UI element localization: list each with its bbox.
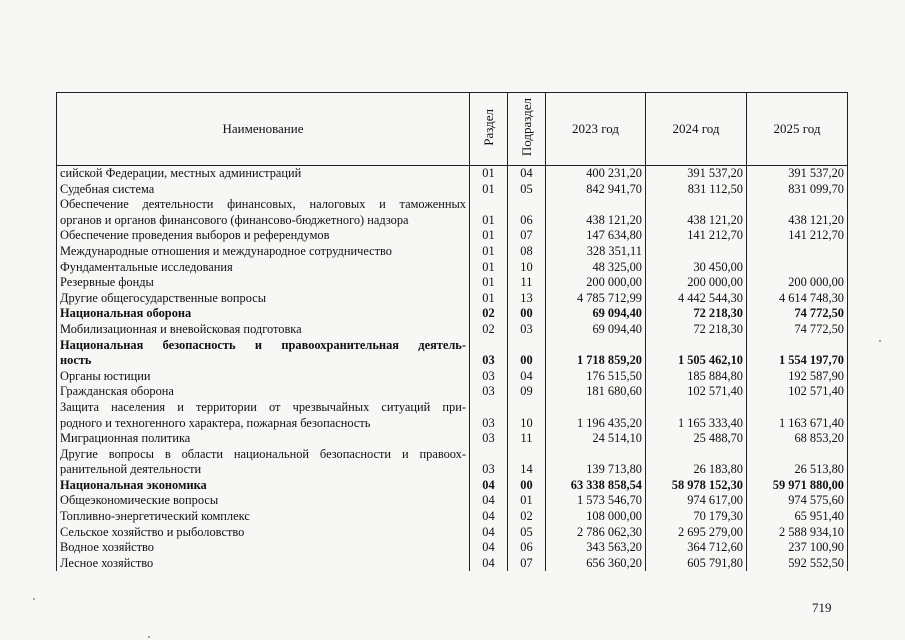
cell-subsection: 09 bbox=[508, 384, 546, 400]
cell-2024: 26 183,80 bbox=[646, 462, 747, 478]
cell-subsection: 04 bbox=[508, 369, 546, 385]
page-number: 719 bbox=[812, 600, 832, 615]
cell-name: Национальная безопасность и правоохранительная деятель- bbox=[57, 338, 470, 354]
cell-2023: 139 713,80 bbox=[546, 462, 646, 478]
cell-section: 03 bbox=[470, 353, 508, 369]
cell-name: ранительной деятельности bbox=[57, 462, 470, 478]
cell-section: 04 bbox=[470, 509, 508, 525]
cell-name: Фундаментальные исследования bbox=[57, 260, 470, 276]
cell-2024 bbox=[646, 447, 747, 463]
table-row bbox=[57, 416, 848, 432]
cell-2024: 438 121,20 bbox=[646, 213, 747, 229]
table-row bbox=[57, 384, 848, 400]
cell-name: Другие общегосударственные вопросы bbox=[57, 291, 470, 307]
cell-2023: 24 514,10 bbox=[546, 431, 646, 447]
cell-section: 01 bbox=[470, 182, 508, 198]
cell-name: Национальная оборона bbox=[57, 306, 470, 322]
cell-section: 01 bbox=[470, 228, 508, 244]
table-row bbox=[57, 291, 848, 307]
cell-2023: 1 196 435,20 bbox=[546, 416, 646, 432]
cell-section: 03 bbox=[470, 384, 508, 400]
cell-2024 bbox=[646, 197, 747, 213]
cell-subsection: 01 bbox=[508, 493, 546, 509]
cell-section bbox=[470, 447, 508, 463]
cell-subsection: 10 bbox=[508, 260, 546, 276]
cell-name: Международные отношения и международное сотрудничество bbox=[57, 244, 470, 260]
cell-2023: 1 718 859,20 bbox=[546, 353, 646, 369]
cell-2025 bbox=[747, 260, 848, 276]
cell-2025: 68 853,20 bbox=[747, 431, 848, 447]
cell-section: 03 bbox=[470, 416, 508, 432]
table-row bbox=[57, 306, 848, 322]
cell-section: 02 bbox=[470, 306, 508, 322]
cell-section bbox=[470, 338, 508, 354]
cell-subsection: 05 bbox=[508, 182, 546, 198]
cell-2024: 391 537,20 bbox=[646, 166, 747, 182]
header-2025: 2025 год bbox=[747, 93, 848, 166]
cell-subsection: 06 bbox=[508, 540, 546, 556]
budget-table bbox=[56, 92, 848, 571]
cell-2023: 400 231,20 bbox=[546, 166, 646, 182]
cell-2024: 200 000,00 bbox=[646, 275, 747, 291]
cell-2025: 237 100,90 bbox=[747, 540, 848, 556]
header-subsection-label: Подраздел bbox=[518, 98, 534, 157]
cell-2023: 4 785 712,99 bbox=[546, 291, 646, 307]
cell-2023 bbox=[546, 197, 646, 213]
cell-subsection: 13 bbox=[508, 291, 546, 307]
cell-section bbox=[470, 197, 508, 213]
cell-2024: 974 617,00 bbox=[646, 493, 747, 509]
header-name: Наименование bbox=[57, 93, 470, 166]
cell-subsection: 07 bbox=[508, 556, 546, 572]
cell-2023: 108 000,00 bbox=[546, 509, 646, 525]
cell-name: сийской Федерации, местных администраций bbox=[57, 166, 470, 182]
cell-subsection: 11 bbox=[508, 431, 546, 447]
cell-section: 01 bbox=[470, 166, 508, 182]
cell-2025: 59 971 880,00 bbox=[747, 478, 848, 494]
cell-2025: 26 513,80 bbox=[747, 462, 848, 478]
cell-subsection: 05 bbox=[508, 525, 546, 541]
cell-2025 bbox=[747, 447, 848, 463]
cell-section: 03 bbox=[470, 431, 508, 447]
cell-subsection: 11 bbox=[508, 275, 546, 291]
cell-2023: 842 941,70 bbox=[546, 182, 646, 198]
table-row bbox=[57, 213, 848, 229]
cell-section: 01 bbox=[470, 291, 508, 307]
table-row bbox=[57, 275, 848, 291]
cell-section: 04 bbox=[470, 556, 508, 572]
header-section-label: Раздел bbox=[480, 108, 496, 146]
cell-2024: 4 442 544,30 bbox=[646, 291, 747, 307]
cell-2024: 72 218,30 bbox=[646, 322, 747, 338]
cell-2025: 592 552,50 bbox=[747, 556, 848, 572]
cell-2023: 328 351,11 bbox=[546, 244, 646, 260]
table-row bbox=[57, 431, 848, 447]
table-row bbox=[57, 556, 848, 572]
cell-2025: 2 588 934,10 bbox=[747, 525, 848, 541]
cell-name: Водное хозяйство bbox=[57, 540, 470, 556]
table-body bbox=[57, 166, 848, 572]
cell-2025 bbox=[747, 244, 848, 260]
cell-subsection: 10 bbox=[508, 416, 546, 432]
cell-subsection bbox=[508, 338, 546, 354]
cell-section: 03 bbox=[470, 369, 508, 385]
table-row bbox=[57, 338, 848, 354]
header-2023: 2023 год bbox=[546, 93, 646, 166]
cell-subsection bbox=[508, 400, 546, 416]
cell-section: 01 bbox=[470, 260, 508, 276]
cell-name: Судебная система bbox=[57, 182, 470, 198]
cell-2023: 438 121,20 bbox=[546, 213, 646, 229]
cell-2024 bbox=[646, 338, 747, 354]
table-row bbox=[57, 525, 848, 541]
cell-2024: 102 571,40 bbox=[646, 384, 747, 400]
cell-2025: 1 163 671,40 bbox=[747, 416, 848, 432]
cell-name: Органы юстиции bbox=[57, 369, 470, 385]
cell-2025: 438 121,20 bbox=[747, 213, 848, 229]
cell-2025: 1 554 197,70 bbox=[747, 353, 848, 369]
cell-name: Миграционная политика bbox=[57, 431, 470, 447]
cell-name: Мобилизационная и вневойсковая подготовка bbox=[57, 322, 470, 338]
cell-2024: 831 112,50 bbox=[646, 182, 747, 198]
cell-subsection bbox=[508, 197, 546, 213]
cell-name: Защита населения и территории от чрезвычайных ситуаций при- bbox=[57, 400, 470, 416]
scan-speck bbox=[879, 340, 881, 342]
cell-2024: 30 450,00 bbox=[646, 260, 747, 276]
cell-name: Сельское хозяйство и рыболовство bbox=[57, 525, 470, 541]
cell-name: Общеэкономические вопросы bbox=[57, 493, 470, 509]
cell-2024: 141 212,70 bbox=[646, 228, 747, 244]
cell-2024: 1 165 333,40 bbox=[646, 416, 747, 432]
cell-section: 02 bbox=[470, 322, 508, 338]
cell-2024 bbox=[646, 244, 747, 260]
table-row bbox=[57, 493, 848, 509]
cell-2023: 63 338 858,54 bbox=[546, 478, 646, 494]
cell-2025 bbox=[747, 400, 848, 416]
cell-2023: 181 680,60 bbox=[546, 384, 646, 400]
cell-name: Обеспечение проведения выборов и референдумов bbox=[57, 228, 470, 244]
cell-2024: 364 712,60 bbox=[646, 540, 747, 556]
table-row bbox=[57, 166, 848, 182]
cell-name: Топливно-энергетический комплекс bbox=[57, 509, 470, 525]
cell-subsection: 00 bbox=[508, 306, 546, 322]
cell-2023: 147 634,80 bbox=[546, 228, 646, 244]
header-section bbox=[470, 93, 508, 166]
cell-name: Другие вопросы в области национальной безопасности и правоох- bbox=[57, 447, 470, 463]
cell-2023: 656 360,20 bbox=[546, 556, 646, 572]
cell-subsection bbox=[508, 447, 546, 463]
cell-2025: 974 575,60 bbox=[747, 493, 848, 509]
scan-speck bbox=[148, 636, 150, 638]
cell-name: Гражданская оборона bbox=[57, 384, 470, 400]
table-row bbox=[57, 478, 848, 494]
cell-2023: 2 786 062,30 bbox=[546, 525, 646, 541]
cell-2023: 176 515,50 bbox=[546, 369, 646, 385]
cell-subsection: 04 bbox=[508, 166, 546, 182]
cell-2024: 70 179,30 bbox=[646, 509, 747, 525]
header-subsection bbox=[508, 93, 546, 166]
cell-name: Национальная экономика bbox=[57, 478, 470, 494]
cell-subsection: 07 bbox=[508, 228, 546, 244]
cell-section: 04 bbox=[470, 478, 508, 494]
table-row bbox=[57, 447, 848, 463]
cell-2024: 605 791,80 bbox=[646, 556, 747, 572]
cell-section bbox=[470, 400, 508, 416]
table-row bbox=[57, 369, 848, 385]
table-row bbox=[57, 244, 848, 260]
cell-2023: 48 325,00 bbox=[546, 260, 646, 276]
cell-2025: 65 951,40 bbox=[747, 509, 848, 525]
table-row bbox=[57, 509, 848, 525]
cell-name: Лесное хозяйство bbox=[57, 556, 470, 572]
cell-2025: 102 571,40 bbox=[747, 384, 848, 400]
cell-2024: 72 218,30 bbox=[646, 306, 747, 322]
cell-2023: 343 563,20 bbox=[546, 540, 646, 556]
cell-section: 01 bbox=[470, 213, 508, 229]
table-row bbox=[57, 462, 848, 478]
cell-2023 bbox=[546, 447, 646, 463]
cell-subsection: 00 bbox=[508, 478, 546, 494]
cell-2023: 200 000,00 bbox=[546, 275, 646, 291]
cell-2024: 25 488,70 bbox=[646, 431, 747, 447]
cell-section: 04 bbox=[470, 493, 508, 509]
cell-2025: 74 772,50 bbox=[747, 322, 848, 338]
cell-2025 bbox=[747, 197, 848, 213]
cell-name: ность bbox=[57, 353, 470, 369]
table-header-row bbox=[57, 93, 848, 166]
cell-2025: 391 537,20 bbox=[747, 166, 848, 182]
cell-subsection: 02 bbox=[508, 509, 546, 525]
cell-2025: 4 614 748,30 bbox=[747, 291, 848, 307]
cell-subsection: 06 bbox=[508, 213, 546, 229]
cell-section: 04 bbox=[470, 540, 508, 556]
cell-subsection: 03 bbox=[508, 322, 546, 338]
cell-name: Обеспечение деятельности финансовых, налоговых и таможенных bbox=[57, 197, 470, 213]
table-row bbox=[57, 322, 848, 338]
table-row bbox=[57, 228, 848, 244]
cell-2024: 58 978 152,30 bbox=[646, 478, 747, 494]
cell-name: родного и техногенного характера, пожарная безопасность bbox=[57, 416, 470, 432]
table-row bbox=[57, 182, 848, 198]
cell-section: 03 bbox=[470, 462, 508, 478]
cell-subsection: 08 bbox=[508, 244, 546, 260]
scan-speck bbox=[33, 598, 35, 600]
cell-section: 04 bbox=[470, 525, 508, 541]
table-row bbox=[57, 260, 848, 276]
table-row bbox=[57, 197, 848, 213]
cell-2025: 192 587,90 bbox=[747, 369, 848, 385]
cell-2024 bbox=[646, 400, 747, 416]
cell-2023: 69 094,40 bbox=[546, 322, 646, 338]
cell-subsection: 14 bbox=[508, 462, 546, 478]
cell-2023 bbox=[546, 400, 646, 416]
table-row bbox=[57, 540, 848, 556]
cell-2023: 69 094,40 bbox=[546, 306, 646, 322]
cell-2024: 1 505 462,10 bbox=[646, 353, 747, 369]
cell-2025 bbox=[747, 338, 848, 354]
cell-2025: 141 212,70 bbox=[747, 228, 848, 244]
cell-section: 01 bbox=[470, 275, 508, 291]
cell-name: органов и органов финансового (финансово-бюджетного) надзора bbox=[57, 213, 470, 229]
cell-subsection: 00 bbox=[508, 353, 546, 369]
cell-2025: 74 772,50 bbox=[747, 306, 848, 322]
cell-2025: 831 099,70 bbox=[747, 182, 848, 198]
cell-section: 01 bbox=[470, 244, 508, 260]
cell-2023 bbox=[546, 338, 646, 354]
cell-name: Резервные фонды bbox=[57, 275, 470, 291]
table-row bbox=[57, 400, 848, 416]
cell-2024: 185 884,80 bbox=[646, 369, 747, 385]
cell-2025: 200 000,00 bbox=[747, 275, 848, 291]
table-row bbox=[57, 353, 848, 369]
cell-2024: 2 695 279,00 bbox=[646, 525, 747, 541]
header-2024: 2024 год bbox=[646, 93, 747, 166]
cell-2023: 1 573 546,70 bbox=[546, 493, 646, 509]
